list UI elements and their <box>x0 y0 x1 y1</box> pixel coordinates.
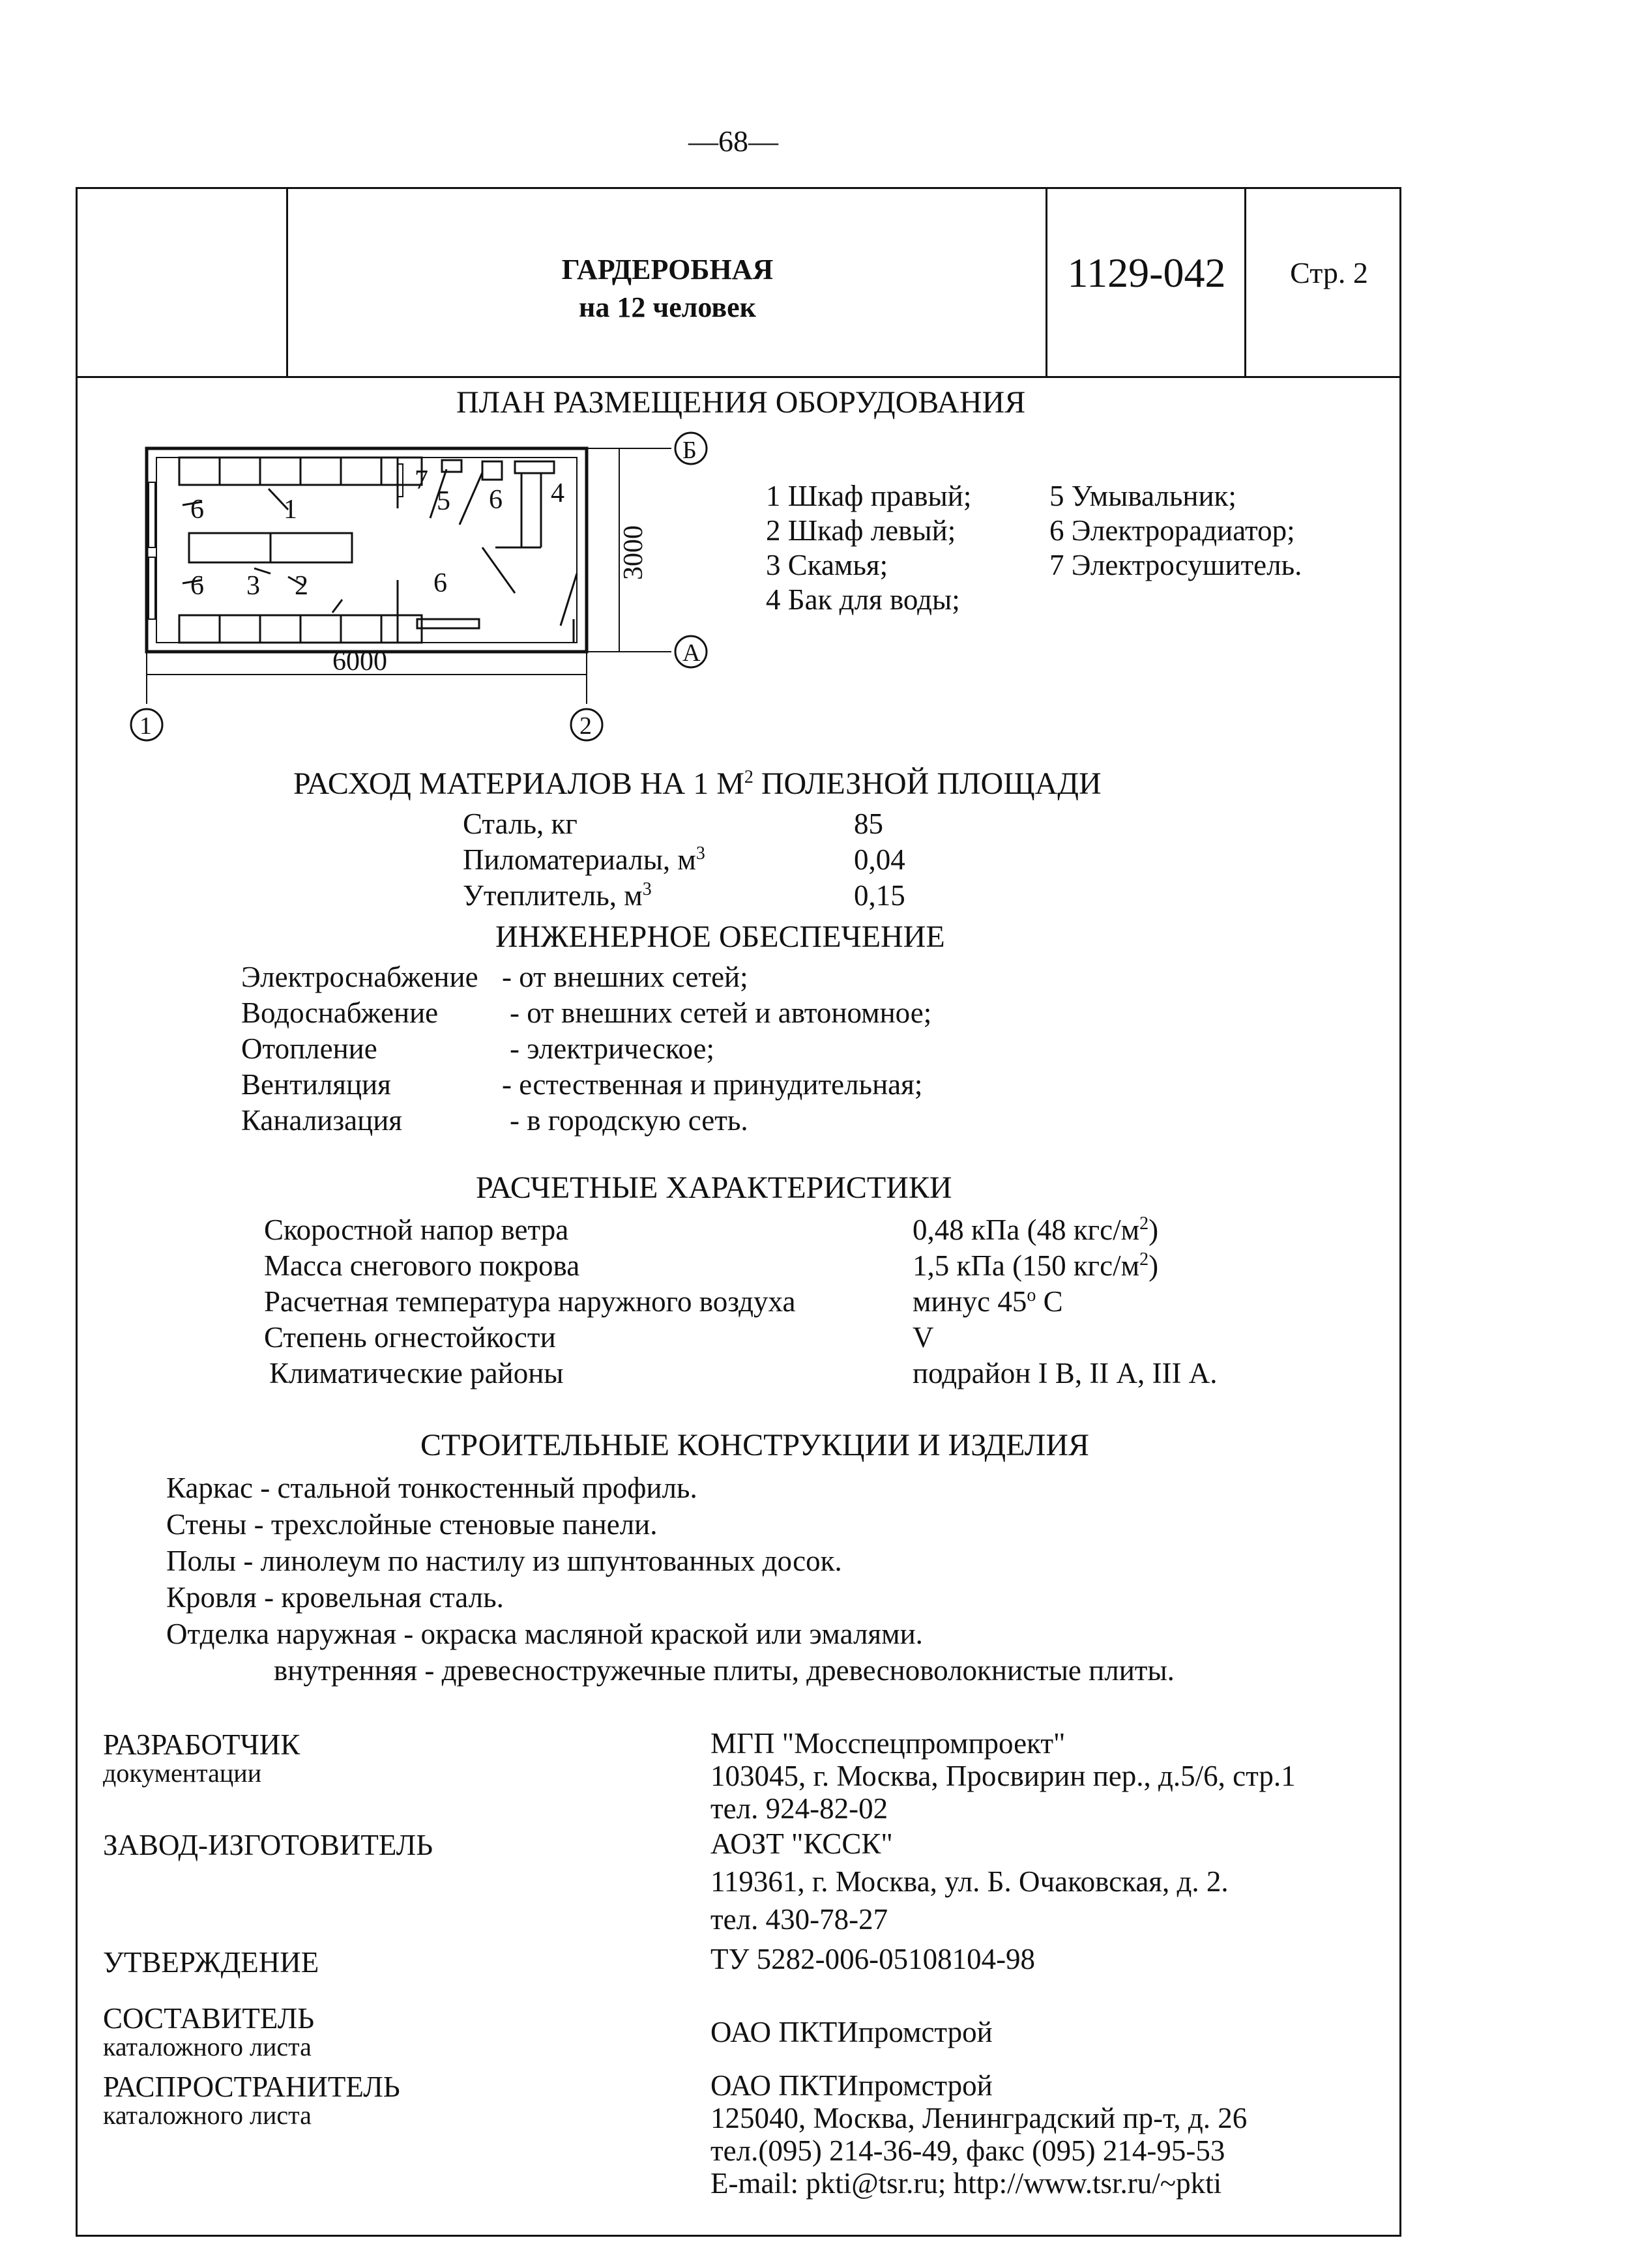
engineering-label: Отопление <box>241 1032 377 1065</box>
header-col-divider <box>286 189 288 376</box>
distributor-line: ОАО ПКТИпромстрой <box>710 2069 993 2102</box>
approval-value: ТУ 5282-006-05108104-98 <box>710 1943 1036 1975</box>
compiler-label: СОСТАВИТЕЛЬ <box>103 2002 315 2035</box>
materials-labels <box>463 806 705 914</box>
floor-plan <box>117 424 737 756</box>
document-title <box>293 251 1042 327</box>
characteristic-label: Расчетная температура наружного воздуха <box>264 1285 796 1318</box>
characteristic-label: Масса снегового покрова <box>264 1249 580 1282</box>
plan-callout: 6 <box>190 571 204 601</box>
engineering-label: Водоснабжение <box>241 996 439 1029</box>
compiler-sublabel: каталожного листа <box>103 2032 312 2061</box>
characteristics-labels <box>264 1212 795 1391</box>
construction-line: Стены - трехслойные стеновые панели. <box>166 1508 658 1541</box>
developer-sublabel: документации <box>103 1758 262 1788</box>
material-label: Сталь, кг <box>463 807 578 840</box>
plan-dim-width: 3000 <box>619 525 649 580</box>
legend-item: 4 Бак для воды; <box>766 583 960 616</box>
plan-callout: 7 <box>415 465 428 495</box>
distributor-label-block <box>103 2072 400 2130</box>
engineering-label: Электроснабжение <box>241 961 478 993</box>
manufacturer-line: АОЗТ "КССК" <box>710 1827 893 1860</box>
header-col-divider <box>1244 189 1246 376</box>
approval-label: УТВЕРЖДЕНИЕ <box>103 1946 319 1979</box>
distributor-line: тел.(095) 214-36-49, факс (095) 214-95-53 <box>710 2134 1225 2167</box>
axis-label-1: 1 <box>139 712 152 740</box>
manufacturer-details <box>710 1825 1229 1938</box>
plan-legend-left <box>766 479 971 617</box>
material-label: Пиломатериалы, $м^3$ <box>463 843 705 876</box>
characteristic-value: 1,5 кПа (150 кгс/$м^2$) <box>913 1249 1159 1282</box>
compiler-value: ОАО ПКТИпромстрой <box>710 2016 993 2048</box>
axis-label-b: Б <box>682 437 697 464</box>
manufacturer-label: ЗАВОД-ИЗГОТОВИТЕЛЬ <box>103 1829 433 1861</box>
engineering-labels <box>241 959 478 1139</box>
developer-label-block <box>103 1730 300 1788</box>
engineering-value: - от внешних сетей и автономное; <box>510 996 932 1029</box>
header-col-divider <box>1046 189 1047 376</box>
plan-heading: ПЛАН РАЗМЕЩЕНИЯ ОБОРУДОВАНИЯ <box>456 385 1026 420</box>
heading-text: ПОЛЕЗНОЙ ПЛОЩАДИ <box>753 766 1102 801</box>
developer-details <box>710 1727 1296 1825</box>
developer-line: тел. 924-82-02 <box>710 1792 888 1825</box>
characteristic-value: V <box>913 1321 934 1354</box>
engineering-values <box>502 959 931 1139</box>
engineering-value: - от внешних сетей; <box>502 961 748 993</box>
manufacturer-line: тел. 430-78-27 <box>710 1903 888 1936</box>
header-divider <box>78 376 1399 378</box>
sheet-number: Стр. 2 <box>1290 256 1368 289</box>
legend-item: 1 Шкаф правый; <box>766 480 972 512</box>
characteristics-values <box>913 1212 1218 1391</box>
plan-callout: 1 <box>284 495 297 525</box>
legend-item: 2 Шкаф левый; <box>766 514 956 547</box>
developer-label: РАЗРАБОТЧИК <box>103 1728 300 1761</box>
legend-item: 3 Скамья; <box>766 549 888 581</box>
engineering-value: - естественная и принудительная; <box>502 1068 923 1101</box>
plan-dim-length: 6000 <box>332 647 387 676</box>
distributor-sublabel: каталожного листа <box>103 2101 312 2130</box>
construction-line: внутренняя - древесностружечные плиты, древесноволокнистые плиты. <box>274 1654 1175 1687</box>
developer-line: МГП "Мосспецпромпроект" <box>710 1727 1066 1760</box>
plan-callout: 6 <box>433 568 447 598</box>
legend-item: 7 Электросушитель. <box>1049 549 1302 581</box>
heading-sup: 2 <box>744 767 753 787</box>
page-number: —68— <box>688 124 778 158</box>
axis-label-a: А <box>682 639 701 667</box>
engineering-label: Вентиляция <box>241 1068 391 1101</box>
plan-callout: 2 <box>295 571 308 601</box>
distributor-line: 125040, Москва, Ленинградский пр-т, д. 26 <box>710 2102 1248 2134</box>
materials-values <box>854 806 905 914</box>
engineering-heading: ИНЖЕНЕРНОЕ ОБЕСПЕЧЕНИЕ <box>495 920 945 954</box>
compiler-label-block <box>103 2004 314 2061</box>
manufacturer-line: 119361, г. Москва, ул. Б. Очаковская, д. 2. <box>710 1865 1229 1898</box>
characteristic-label: Скоростной напор ветра <box>264 1214 569 1246</box>
construction-line: Каркас - стальной тонкостенный профиль. <box>166 1472 697 1504</box>
distributor-details <box>710 2069 1247 2200</box>
plan-callout: 6 <box>489 485 503 515</box>
plan-legend-right <box>1049 479 1302 583</box>
construction-list <box>166 1470 1175 1689</box>
axis-label-2: 2 <box>579 712 592 740</box>
material-value: 0,04 <box>854 843 905 876</box>
characteristic-label: Степень огнестойкости <box>264 1321 556 1354</box>
characteristic-value: минус $45^о$ С <box>913 1285 1063 1318</box>
construction-line: Полы - линолеум по настилу из шпунтованных досок. <box>166 1545 842 1577</box>
title-line: ГАРДЕРОБНАЯ <box>561 254 774 285</box>
material-value: 0,15 <box>854 879 905 912</box>
construction-line: Кровля - кровельная сталь. <box>166 1581 504 1614</box>
characteristic-value: подрайон I В, II А, III А. <box>913 1357 1218 1389</box>
material-label: Утеплитель, $м^3$ <box>463 879 652 912</box>
materials-heading <box>293 766 1102 802</box>
heading-text: РАСХОД МАТЕРИАЛОВ НА 1 М <box>293 766 744 801</box>
plan-callout: 4 <box>551 478 564 508</box>
plan-callout: 6 <box>190 495 204 525</box>
engineering-value: - электрическое; <box>510 1032 715 1065</box>
legend-item: 6 Электрорадиатор; <box>1049 514 1295 547</box>
plan-callout: 5 <box>437 486 450 516</box>
engineering-label: Канализация <box>241 1104 402 1137</box>
characteristics-heading: РАСЧЕТНЫЕ ХАРАКТЕРИСТИКИ <box>476 1170 952 1205</box>
characteristic-label: Климатические районы <box>269 1357 564 1389</box>
title-subline: на 12 человек <box>579 291 756 323</box>
plan-callout: 3 <box>246 571 260 601</box>
project-code: 1129-042 <box>1067 250 1226 296</box>
engineering-value: - в городскую сеть. <box>510 1104 748 1137</box>
distributor-label: РАСПРОСТРАНИТЕЛЬ <box>103 2071 400 2103</box>
material-value: 85 <box>854 807 883 840</box>
distributor-line: E-mail: pkti@tsr.ru; http://www.tsr.ru/~pkti <box>710 2167 1222 2200</box>
developer-line: 103045, г. Москва, Просвирин пер., д.5/6, стр.1 <box>710 1760 1296 1792</box>
construction-heading: СТРОИТЕЛЬНЫЕ КОНСТРУКЦИИ И ИЗДЕЛИЯ <box>420 1428 1089 1462</box>
construction-line: Отделка наружная - окраска масляной краской или эмалями. <box>166 1618 923 1650</box>
legend-item: 5 Умывальник; <box>1049 480 1236 512</box>
characteristic-value: 0,48 кПа (48 кгс/$м^2$) <box>913 1214 1159 1246</box>
